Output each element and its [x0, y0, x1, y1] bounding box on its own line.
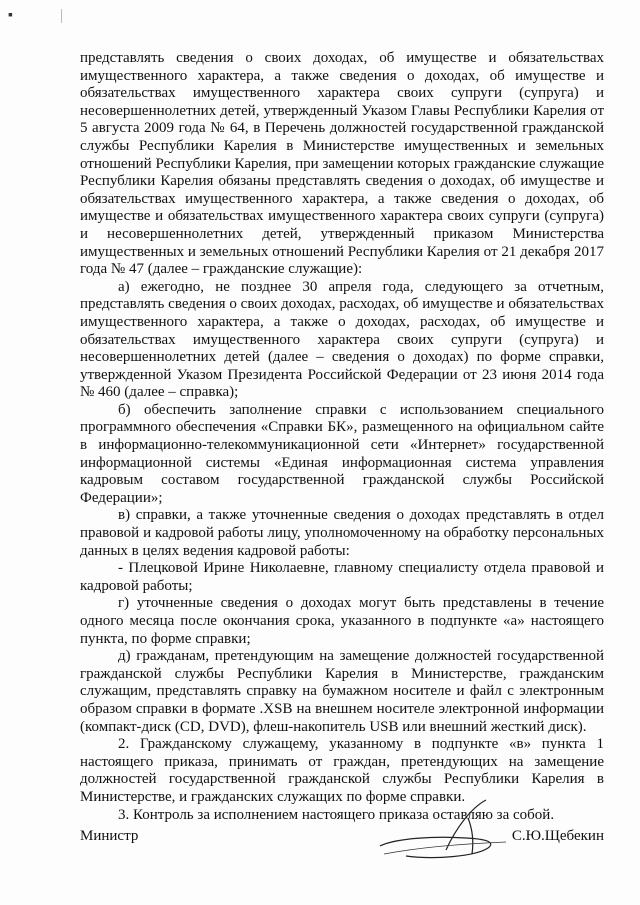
handwritten-signature [376, 798, 516, 868]
paragraph-point-3: 3. Контроль за исполнением настоящего приказа оставляю за собой. [118, 806, 555, 823]
scan-tick-mark [61, 9, 62, 23]
paragraph-item-d: д) гражданам, претендующим на замещение должностей государственной гражданской службы Республики Карелия в Министерстве, гражданским служащим, представлять справку на бумажном носителе и файл с электронным образом справки в формате .XSB на внешнем носителе электронной информации (компакт-диск (CD, DVD), флеш-накопитель USB или внешний жесткий диск). [80, 648, 604, 735]
paragraph-point-2: 2. Гражданскому служащему, указанному в подпункте «в» пункта 1 настоящего приказа, принимать от граждан, претендующих на замещение должностей государственной гражданской службы Республики Карелия в Министерстве, и гражданских служащих по форме справки. [80, 736, 604, 805]
paragraph-continuation: представлять сведения о своих доходах, об имуществе и обязательствах имущественного характера, а также сведения о доходах, об имуществе и обязательствах имущественного характера своих супруги (супруга) и несовершеннолетних детей, утвержденный Указом Главы Республики Карелия от 5 августа 2009 года № 64, в Перечень должностей государственной гражданской службы Республики Карелия в Министерстве имущественных и земельных отношений Республики Карелия, при замещении которых гражданские служащие Республики Карелия обязаны представлять сведения о доходах, об имуществе и обязательствах имущественного характера, а также сведения о доходах, об имуществе и обязательствах имущественного характера своих супруги (супруга) и несовершеннолетних детей, утвержденный приказом Министерства имущественных и земельных отношений Республики Карелия от 21 декабря 2017 года № 47 (далее – гражданские служащие): [80, 50, 604, 278]
signatory-title: Министр [80, 828, 139, 844]
paragraph-item-v: в) справки, а также уточненные сведения о доходах представлять в отдел правовой и кадровой работы лицу, уполномоченному на обработку персональных данных в целях ведения кадровой работы: [80, 507, 604, 559]
paragraph-item-a: а) ежегодно, не позднее 30 апреля года, следующего за отчетным, представлять сведения о своих доходах, расходах, об имуществе и обязательствах имущественного характера, а также о доходах, расходах, об имуществе и обязательствах имущественного характера своих супруги (супруга) и несовершеннолетних детей (далее – сведения о доходах) по форме справки, утвержденной Указом Президента Российской Федерации от 23 июня 2014 года № 460 (далее – справка); [80, 278, 604, 401]
signature-block [80, 822, 604, 882]
corner-mark: ▪ [8, 6, 13, 22]
paragraph-item-b: б) обеспечить заполнение справки с использованием специального программного обеспечения «Справки БК», размещенного на официальном сайте в информационно-телекоммуникационной сети «Интернет» государственной информационной системы «Единая информационная система управления кадровым составом государственной гражданской службы Российской Федерации»; [80, 401, 604, 506]
signatory-name: С.Ю.Щебекин [511, 828, 604, 844]
document-body [80, 50, 604, 824]
paragraph-responsible-person: - Плецковой Ирине Николаевне, главному специалисту отдела правовой и кадровой работы; [80, 560, 604, 594]
paragraph-item-g: г) уточненные сведения о доходах могут быть представлены в течение одного месяца после окончания срока, указанного в подпункте «а» настоящего пункта, по форме справки; [80, 595, 604, 647]
